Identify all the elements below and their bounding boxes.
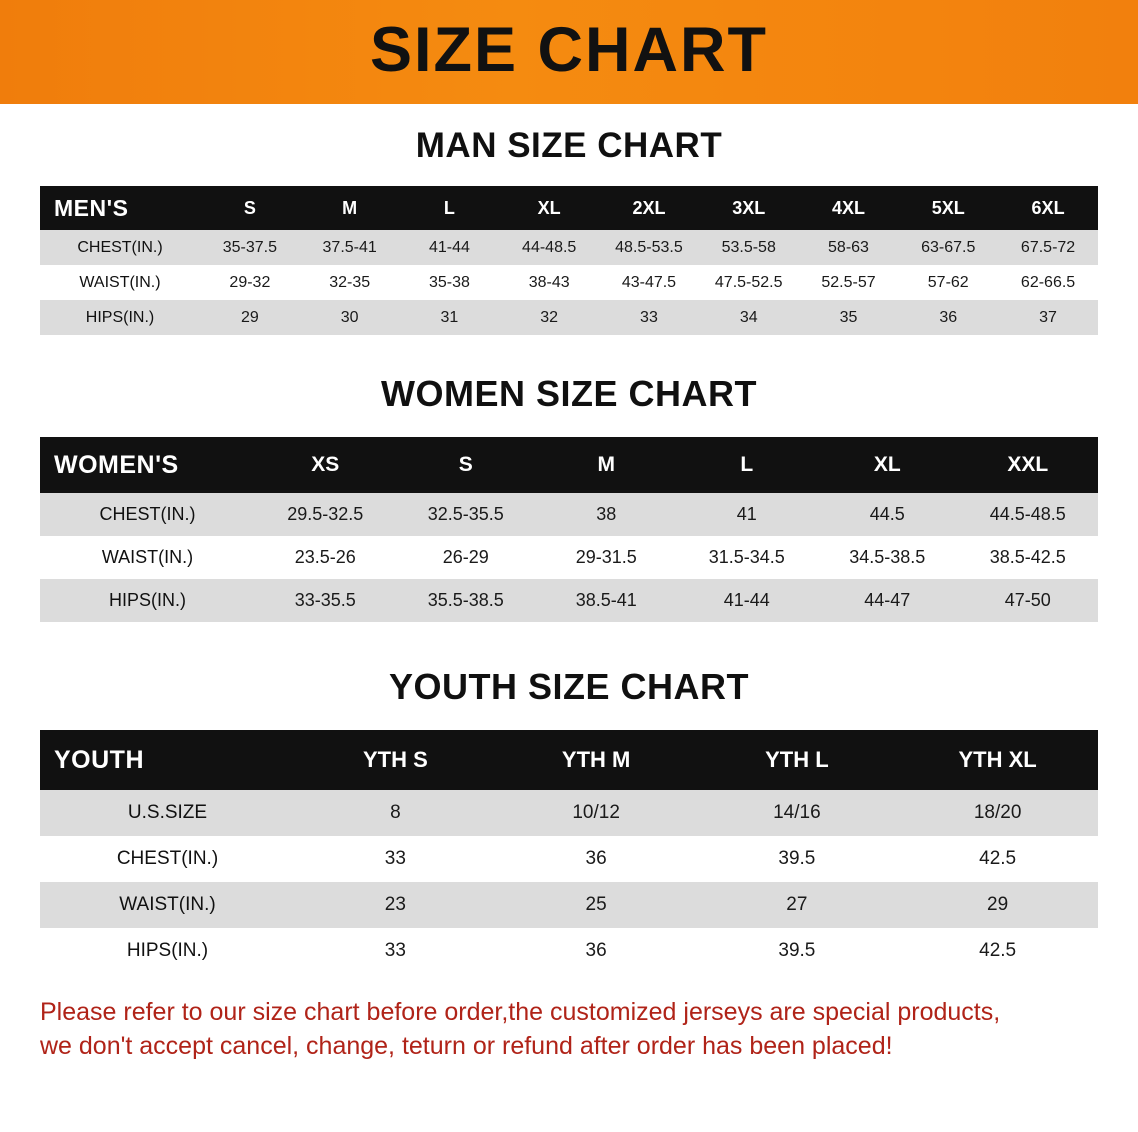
table-cell: 35-37.5 [200, 230, 300, 265]
man-header-cell: S [200, 186, 300, 230]
table-cell: 33 [295, 836, 496, 882]
women-section-title: WOMEN SIZE CHART [381, 373, 757, 414]
table-cell: 23.5-26 [255, 536, 396, 579]
table-cell: 30 [300, 300, 400, 335]
row-label: HIPS(IN.) [40, 579, 255, 622]
table-cell: 37.5-41 [300, 230, 400, 265]
youth-size-table [40, 730, 1098, 974]
disclaimer-line-2: we don't accept cancel, change, teturn or refund after order has been placed! [40, 1031, 893, 1060]
table-row [40, 536, 1098, 579]
table-cell: 63-67.5 [898, 230, 998, 265]
row-label: WAIST(IN.) [40, 882, 295, 928]
table-cell: 42.5 [897, 928, 1098, 974]
man-size-table [40, 186, 1098, 335]
women-header-cell: XXL [958, 437, 1099, 493]
table-row [40, 230, 1098, 265]
row-label: HIPS(IN.) [40, 928, 295, 974]
table-cell: 23 [295, 882, 496, 928]
table-cell: 53.5-58 [699, 230, 799, 265]
youth-table-body [40, 790, 1098, 974]
women-header-cell: XS [255, 437, 396, 493]
women-table-head [40, 437, 1098, 493]
youth-table-wrap [0, 730, 1138, 974]
row-label: WAIST(IN.) [40, 265, 200, 300]
women-header-cell: XL [817, 437, 958, 493]
youth-header-cell: YTH XL [897, 730, 1098, 790]
table-cell: 25 [496, 882, 697, 928]
youth-header-cell: YTH L [697, 730, 898, 790]
table-row [40, 836, 1098, 882]
table-row [40, 265, 1098, 300]
row-label: CHEST(IN.) [40, 230, 200, 265]
women-header-cell: M [536, 437, 677, 493]
table-cell: 27 [697, 882, 898, 928]
man-table-head [40, 186, 1098, 230]
table-cell: 35-38 [400, 265, 500, 300]
table-cell: 37 [998, 300, 1098, 335]
table-cell: 26-29 [396, 536, 537, 579]
table-cell: 32 [499, 300, 599, 335]
man-header-cell: 5XL [898, 186, 998, 230]
man-header-cell: M [300, 186, 400, 230]
table-cell: 42.5 [897, 836, 1098, 882]
table-header-row [40, 437, 1098, 493]
table-cell: 38.5-41 [536, 579, 677, 622]
man-header-cell: L [400, 186, 500, 230]
row-label: U.S.SIZE [40, 790, 295, 836]
table-row [40, 300, 1098, 335]
table-cell: 41 [677, 493, 818, 536]
table-cell: 34.5-38.5 [817, 536, 958, 579]
table-cell: 52.5-57 [799, 265, 899, 300]
row-label: CHEST(IN.) [40, 493, 255, 536]
page-title: SIZE CHART [370, 14, 768, 85]
table-cell: 31 [400, 300, 500, 335]
table-row [40, 790, 1098, 836]
women-table-body [40, 493, 1098, 622]
women-header-cell: L [677, 437, 818, 493]
table-cell: 36 [898, 300, 998, 335]
table-cell: 47.5-52.5 [699, 265, 799, 300]
table-cell: 32.5-35.5 [396, 493, 537, 536]
table-cell: 33 [295, 928, 496, 974]
man-section-title: MAN SIZE CHART [415, 126, 723, 165]
table-row [40, 882, 1098, 928]
table-cell: 44-48.5 [499, 230, 599, 265]
women-header-cell: WOMEN'S [40, 437, 255, 493]
table-cell: 29-32 [200, 265, 300, 300]
table-cell: 58-63 [799, 230, 899, 265]
table-cell: 48.5-53.5 [599, 230, 699, 265]
table-cell: 36 [496, 836, 697, 882]
table-cell: 44.5-48.5 [958, 493, 1099, 536]
table-cell: 44-47 [817, 579, 958, 622]
table-cell: 57-62 [898, 265, 998, 300]
youth-section-title: YOUTH SIZE CHART [388, 666, 749, 707]
youth-table-head [40, 730, 1098, 790]
disclaimer-note [40, 996, 1098, 1064]
table-cell: 31.5-34.5 [677, 536, 818, 579]
man-header-cell: XL [499, 186, 599, 230]
man-header-cell: 2XL [599, 186, 699, 230]
man-table-wrap [0, 186, 1138, 335]
table-cell: 8 [295, 790, 496, 836]
table-cell: 10/12 [496, 790, 697, 836]
table-cell: 43-47.5 [599, 265, 699, 300]
table-cell: 29.5-32.5 [255, 493, 396, 536]
table-cell: 29 [897, 882, 1098, 928]
disclaimer-line-1: Please refer to our size chart before order,the customized jerseys are special products, [40, 998, 1001, 1026]
row-label: CHEST(IN.) [40, 836, 295, 882]
man-header-cell: MEN'S [40, 186, 200, 230]
youth-header-cell: YTH M [496, 730, 697, 790]
man-table-body [40, 230, 1098, 335]
man-header-cell: 3XL [699, 186, 799, 230]
women-header-cell: S [396, 437, 537, 493]
women-table-wrap [0, 437, 1138, 622]
table-cell: 35 [799, 300, 899, 335]
table-cell: 39.5 [697, 928, 898, 974]
table-cell: 41-44 [400, 230, 500, 265]
table-header-row [40, 730, 1098, 790]
table-cell: 32-35 [300, 265, 400, 300]
women-size-table [40, 437, 1098, 622]
table-cell: 67.5-72 [998, 230, 1098, 265]
table-header-row [40, 186, 1098, 230]
table-row [40, 493, 1098, 536]
row-label: HIPS(IN.) [40, 300, 200, 335]
table-cell: 41-44 [677, 579, 818, 622]
table-cell: 35.5-38.5 [396, 579, 537, 622]
table-cell: 34 [699, 300, 799, 335]
table-cell: 38 [536, 493, 677, 536]
table-row [40, 579, 1098, 622]
man-header-cell: 4XL [799, 186, 899, 230]
table-cell: 29 [200, 300, 300, 335]
banner [0, 0, 1138, 104]
table-cell: 33 [599, 300, 699, 335]
table-cell: 29-31.5 [536, 536, 677, 579]
table-cell: 18/20 [897, 790, 1098, 836]
table-cell: 38.5-42.5 [958, 536, 1099, 579]
table-cell: 14/16 [697, 790, 898, 836]
man-header-cell: 6XL [998, 186, 1098, 230]
table-cell: 38-43 [499, 265, 599, 300]
youth-header-cell: YTH S [295, 730, 496, 790]
row-label: WAIST(IN.) [40, 536, 255, 579]
table-row [40, 928, 1098, 974]
youth-header-cell: YOUTH [40, 730, 295, 790]
table-cell: 33-35.5 [255, 579, 396, 622]
table-cell: 47-50 [958, 579, 1099, 622]
table-cell: 44.5 [817, 493, 958, 536]
table-cell: 36 [496, 928, 697, 974]
table-cell: 62-66.5 [998, 265, 1098, 300]
table-cell: 39.5 [697, 836, 898, 882]
